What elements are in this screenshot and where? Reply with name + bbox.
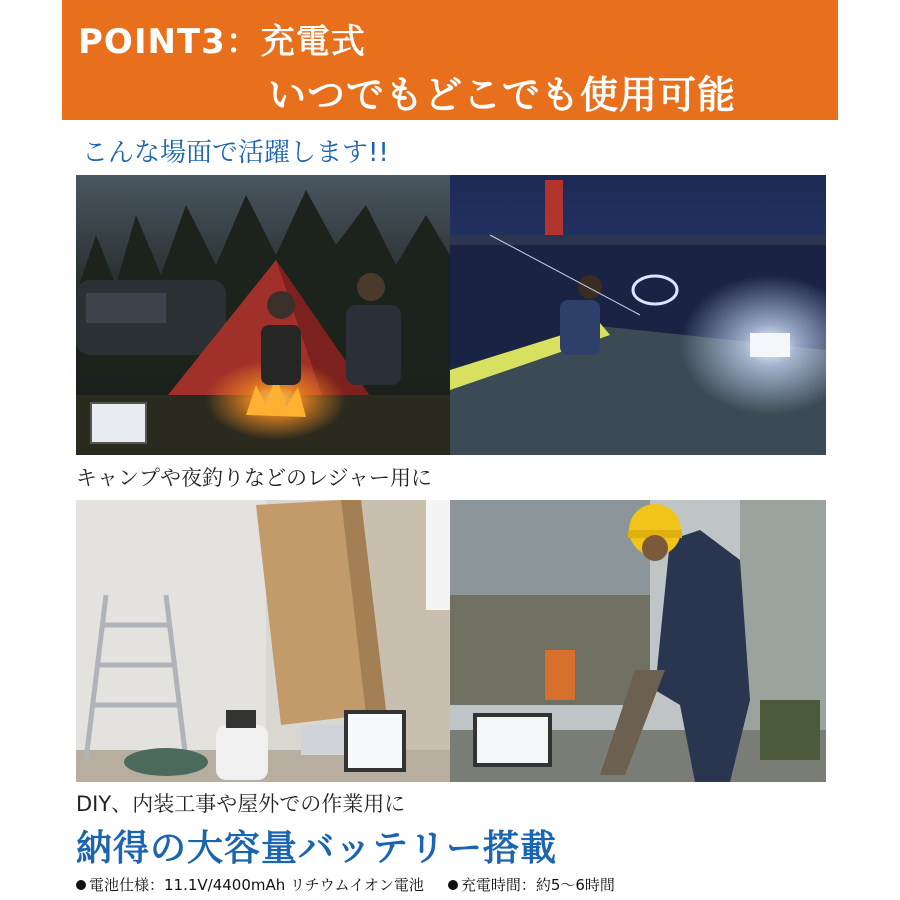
banner-subtitle: いつでもどこでも使用可能 — [268, 73, 737, 117]
fishing-photo — [450, 175, 826, 455]
battery-heading: 納得の大容量バッテリー搭載 — [76, 828, 558, 869]
diy-photo — [76, 500, 450, 782]
charge-time-text: 充電時間：約5～6時間 — [460, 876, 615, 894]
camping-photo — [76, 175, 450, 455]
spec-list — [76, 874, 615, 895]
work-caption: DIY、内装工事や屋外での作業用に — [76, 792, 406, 816]
bullet-icon — [76, 880, 86, 890]
bullet-icon — [448, 880, 458, 890]
worker-photo — [450, 500, 826, 782]
charge-time-spec — [448, 874, 615, 895]
point-banner — [62, 0, 838, 120]
battery-spec-text: 電池仕様：11.1V/4400mAh リチウムイオン電池 — [89, 876, 424, 894]
battery-spec — [76, 874, 424, 895]
banner-title: POINT3：充電式 — [78, 22, 366, 62]
usage-subheading: こんな場面で活躍します!! — [82, 138, 389, 168]
leisure-caption: キャンプや夜釣りなどのレジャー用に — [76, 466, 433, 490]
